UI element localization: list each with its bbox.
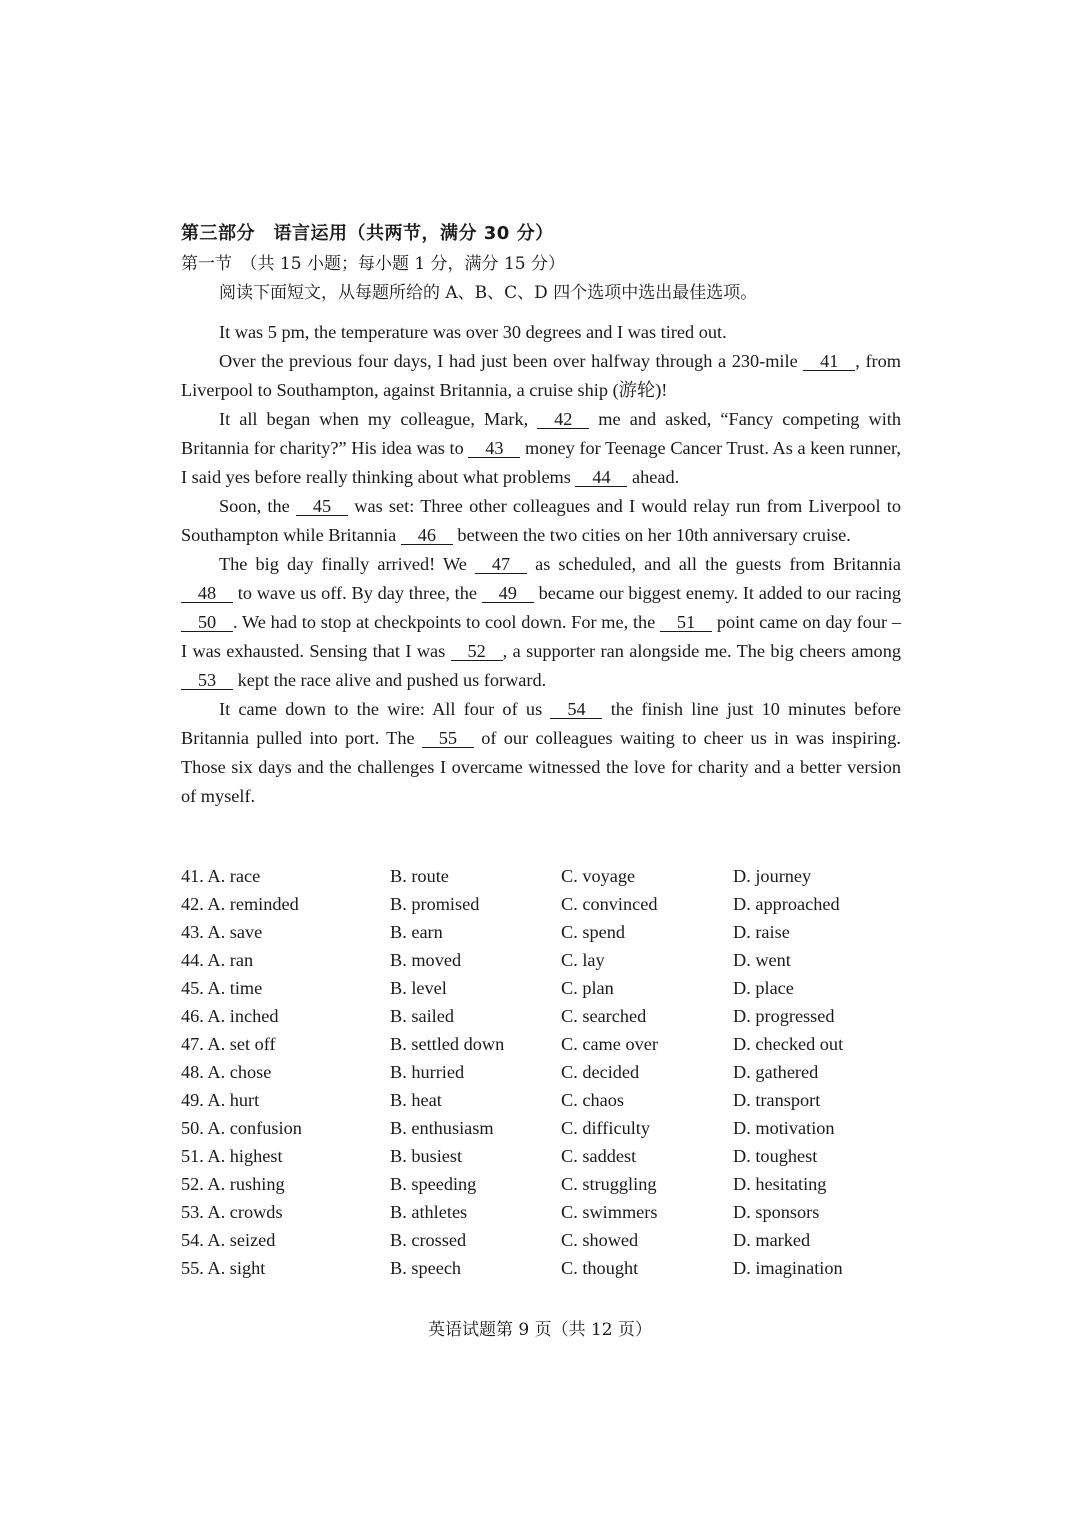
option-c: C. plan	[561, 978, 614, 998]
paragraph-text: of our colleagues waiting to cheer us in was inspiring. Those six days and the challenges I overcame witnessed the love for charity and a better version of myself.	[181, 728, 902, 806]
option-b: B. enthusiasm	[390, 1118, 494, 1138]
option-a: 48. A. chose	[181, 1062, 272, 1082]
paragraph-1	[181, 318, 901, 347]
option-c: C. voyage	[561, 866, 636, 886]
blank-52: 52	[451, 642, 503, 661]
option-b: B. earn	[390, 922, 443, 942]
option-d: D. motivation	[733, 1118, 835, 1138]
blank-43: 43	[468, 439, 520, 458]
option-a: 51. A. highest	[181, 1146, 283, 1166]
option-b: B. speech	[390, 1258, 462, 1278]
paragraph-text: Soon, the	[219, 496, 296, 516]
option-row-50	[181, 1118, 901, 1146]
option-b: B. level	[390, 978, 447, 998]
option-c: C. chaos	[561, 1090, 624, 1110]
option-a: 54. A. seized	[181, 1230, 276, 1250]
subsection-heading: 第一节 （共 15 小题；每小题 1 分，满分 15 分）	[181, 254, 566, 274]
option-a: 44. A. ran	[181, 950, 254, 970]
option-row-55	[181, 1258, 901, 1286]
paragraph-text: me and asked, “Fancy competing with Britannia for charity?” His idea was to	[181, 409, 901, 458]
blank-47: 47	[475, 555, 527, 574]
option-b: B. promised	[390, 894, 480, 914]
option-a: 50. A. confusion	[181, 1118, 302, 1138]
option-d: D. hesitating	[733, 1174, 827, 1194]
paragraph-text: It came down to the wire: All four of us	[219, 699, 551, 719]
option-d: D. raise	[733, 922, 790, 942]
option-c: C. difficulty	[561, 1118, 651, 1138]
option-d: D. marked	[733, 1230, 811, 1250]
paragraph-text: became our biggest enemy. It added to our racing	[533, 583, 902, 603]
paragraph-text: ahead.	[627, 467, 680, 487]
option-c: C. lay	[561, 950, 605, 970]
paragraph-text: , from Liverpool to Southampton, against Britannia, a cruise ship (游轮)!	[181, 351, 901, 400]
option-row-51	[181, 1146, 901, 1174]
paragraph-text: The big day finally arrived! We	[219, 554, 475, 574]
paragraph-5	[181, 550, 901, 695]
answer-options	[181, 866, 901, 1286]
option-a: 47. A. set off	[181, 1034, 276, 1054]
paragraph-text: . We had to stop at checkpoints to cool down. For me, the	[233, 612, 661, 632]
option-row-49	[181, 1090, 901, 1118]
option-row-42	[181, 894, 901, 922]
option-a: 45. A. time	[181, 978, 263, 998]
option-b: B. busiest	[390, 1146, 463, 1166]
option-d: D. gathered	[733, 1062, 819, 1082]
blank-48: 48	[181, 584, 233, 603]
option-b: B. route	[390, 866, 449, 886]
paragraph-3	[181, 405, 901, 492]
option-a: 43. A. save	[181, 922, 263, 942]
option-row-47	[181, 1034, 901, 1062]
option-row-53	[181, 1202, 901, 1230]
option-b: B. heat	[390, 1090, 442, 1110]
option-c: C. decided	[561, 1062, 640, 1082]
paragraph-2	[181, 347, 901, 405]
option-c: C. saddest	[561, 1146, 637, 1166]
paragraph-text: money for Teenage Cancer Trust. As a keen runner, I said yes before really thinking about what problems	[181, 438, 901, 487]
option-d: D. journey	[733, 866, 812, 886]
paragraph-text: point came on day four – I was exhausted. Sensing that I was	[181, 612, 901, 661]
option-c: C. swimmers	[561, 1202, 658, 1222]
paragraph-text: the finish line just 10 minutes before Britannia pulled into port. The	[181, 699, 901, 748]
option-d: D. sponsors	[733, 1202, 820, 1222]
page-footer: 英语试题第 9 页（共 12 页）	[427, 1320, 653, 1340]
option-c: C. convinced	[561, 894, 658, 914]
blank-49: 49	[482, 584, 534, 603]
paragraph-text: kept the race alive and pushed us forward.	[233, 670, 547, 690]
option-c: C. came over	[561, 1034, 658, 1054]
option-c: C. spend	[561, 922, 625, 942]
paragraph-text: to wave us off. By day three, the	[233, 583, 482, 603]
option-a: 55. A. sight	[181, 1258, 266, 1278]
section-title: 第三部分 语言运用（共两节，满分 30 分）	[181, 223, 554, 244]
blank-44: 44	[575, 468, 627, 487]
option-a: 52. A. rushing	[181, 1174, 285, 1194]
option-b: B. crossed	[390, 1230, 467, 1250]
paragraph-4	[181, 492, 901, 550]
blank-46: 46	[401, 526, 453, 545]
option-c: C. thought	[561, 1258, 639, 1278]
paragraph-text: was set: Three other colleagues and I would relay run from Liverpool to Southampton while Britannia	[181, 496, 901, 545]
option-d: D. went	[733, 950, 791, 970]
option-d: D. toughest	[733, 1146, 818, 1166]
blank-55: 55	[422, 729, 474, 748]
blank-50: 50	[181, 613, 233, 632]
paragraph-text: as scheduled, and all the guests from Britannia	[526, 554, 901, 574]
option-row-52	[181, 1174, 901, 1202]
blank-54: 54	[550, 700, 602, 719]
paragraph-text: Over the previous four days, I had just been over halfway through a 230-mile	[219, 351, 804, 371]
option-d: D. checked out	[733, 1034, 844, 1054]
option-b: B. settled down	[390, 1034, 505, 1054]
option-b: B. sailed	[390, 1006, 454, 1026]
reading-passage	[181, 318, 901, 811]
option-d: D. progressed	[733, 1006, 835, 1026]
option-d: D. transport	[733, 1090, 821, 1110]
option-c: C. showed	[561, 1230, 639, 1250]
option-c: C. struggling	[561, 1174, 657, 1194]
option-b: B. speeding	[390, 1174, 477, 1194]
paragraph-text: between the two cities on her 10th anniversary cruise.	[452, 525, 851, 545]
instruction-text: 阅读下面短文，从每题所给的 A、B、C、D 四个选项中选出最佳选项。	[219, 283, 758, 303]
option-row-54	[181, 1230, 901, 1258]
option-a: 53. A. crowds	[181, 1202, 283, 1222]
option-row-43	[181, 922, 901, 950]
option-a: 42. A. reminded	[181, 894, 299, 914]
option-a: 49. A. hurt	[181, 1090, 260, 1110]
option-row-46	[181, 1006, 901, 1034]
option-b: B. athletes	[390, 1202, 468, 1222]
paragraph-6	[181, 695, 901, 811]
option-d: D. approached	[733, 894, 840, 914]
paragraph-text: It all began when my colleague, Mark,	[219, 409, 538, 429]
blank-53: 53	[181, 671, 233, 690]
option-c: C. searched	[561, 1006, 647, 1026]
blank-51: 51	[660, 613, 712, 632]
option-a: 41. A. race	[181, 866, 261, 886]
blank-42: 42	[537, 410, 589, 429]
paragraph-text: , a supporter ran alongside me. The big cheers among	[502, 641, 901, 661]
option-row-41	[181, 866, 901, 894]
option-row-44	[181, 950, 901, 978]
option-row-45	[181, 978, 901, 1006]
paragraph-text: It was 5 pm, the temperature was over 30 degrees and I was tired out.	[219, 322, 727, 342]
option-d: D. imagination	[733, 1258, 843, 1278]
option-b: B. hurried	[390, 1062, 465, 1082]
blank-41: 41	[803, 352, 855, 371]
option-a: 46. A. inched	[181, 1006, 279, 1026]
option-row-48	[181, 1062, 901, 1090]
option-b: B. moved	[390, 950, 462, 970]
option-d: D. place	[733, 978, 794, 998]
blank-45: 45	[296, 497, 348, 516]
